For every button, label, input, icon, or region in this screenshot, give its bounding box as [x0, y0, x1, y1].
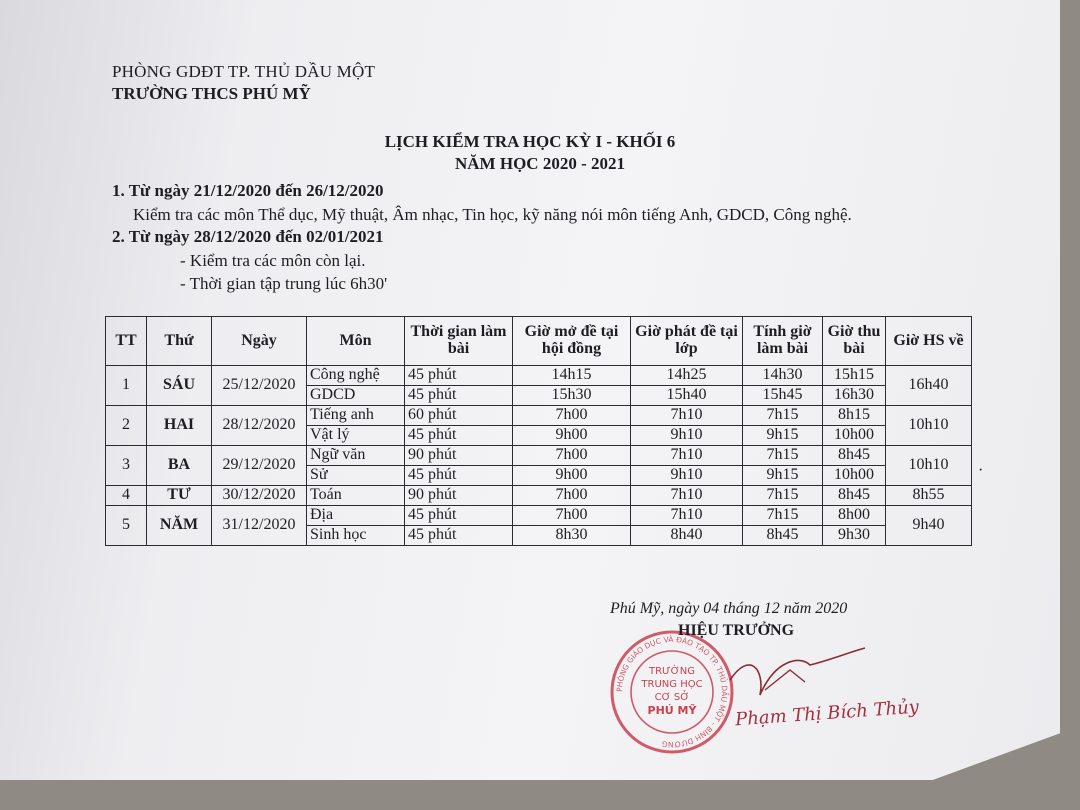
- signer-name: Phạm Thị Bích Thủy: [734, 696, 920, 731]
- cell-tinhgio: 14h30: [743, 366, 823, 386]
- school-name: TRƯỜNG THCS PHÚ MỸ: [112, 84, 311, 103]
- cell-giophat: 9h10: [631, 426, 743, 446]
- cell-giove: 8h55: [886, 486, 972, 506]
- cell-tinhgio: 7h15: [743, 486, 823, 506]
- section-2-item: - Thời gian tập trung lúc 6h30': [180, 274, 388, 293]
- cell-thu: NĂM: [147, 506, 212, 546]
- stray-mark: ·: [978, 462, 984, 479]
- stamp-line: CƠ SỞ: [654, 692, 690, 703]
- table-row: [106, 406, 972, 426]
- section-2-item: - Kiểm tra các môn còn lại.: [180, 251, 366, 270]
- cell-giomode: 14h15: [513, 366, 631, 386]
- cell-mon: Tiếng anh: [307, 406, 405, 426]
- cell-tinhgio: 8h45: [743, 526, 823, 546]
- principal-title: HIỆU TRƯỞNG: [678, 622, 795, 639]
- table-row: [106, 366, 972, 386]
- cell-giove: 16h40: [886, 366, 972, 406]
- cell-thoigian: 45 phút: [405, 466, 513, 486]
- cell-thoigian: 45 phút: [405, 506, 513, 526]
- cell-ngay: 28/12/2020: [212, 406, 307, 446]
- stamp-ring-text: PHÒNG GIÁO DỤC VÀ ĐÀO TẠO TP. THỦ DẦU MỘT - BÌNH DƯƠNG: [614, 634, 730, 750]
- cell-thu: HAI: [147, 406, 212, 446]
- cell-ngay: 29/12/2020: [212, 446, 307, 486]
- cell-giothu: 10h00: [823, 466, 886, 486]
- cell-tinhgio: 7h15: [743, 506, 823, 526]
- cell-thu: BA: [147, 446, 212, 486]
- cell-giove: 9h40: [886, 506, 972, 546]
- cell-giomode: 9h00: [513, 426, 631, 446]
- cell-giophat: 7h10: [631, 486, 743, 506]
- cell-mon: Ngữ văn: [307, 446, 405, 466]
- document-title: LỊCH KIỂM TRA HỌC KỲ I - KHỐI 6: [384, 132, 676, 151]
- cell-ngay: 30/12/2020: [212, 486, 307, 506]
- cell-giophat: 9h10: [631, 466, 743, 486]
- exam-schedule-table: [105, 316, 972, 546]
- table-row: [106, 506, 972, 526]
- place-date: Phú Mỹ, ngày 04 tháng 12 năm 2020: [610, 600, 848, 617]
- cell-thoigian: 45 phút: [405, 386, 513, 406]
- cell-thoigian: 45 phút: [405, 526, 513, 546]
- table-header-row: [106, 317, 972, 366]
- cell-ngay: 25/12/2020: [212, 366, 307, 406]
- cell-giove: 10h10: [886, 406, 972, 446]
- cell-thoigian: 45 phút: [405, 366, 513, 386]
- cell-tinhgio: 15h45: [743, 386, 823, 406]
- cell-mon: Vật lý: [307, 426, 405, 446]
- cell-tt: 2: [106, 406, 147, 446]
- col-header-giophat: Giờ phát đề tại lớp: [631, 317, 743, 366]
- cell-giomode: 7h00: [513, 446, 631, 466]
- cell-giove: 10h10: [886, 446, 972, 486]
- cell-giothu: 8h45: [823, 446, 886, 466]
- cell-mon: Công nghệ: [307, 366, 405, 386]
- cell-thoigian: 90 phút: [405, 486, 513, 506]
- cell-tinhgio: 7h15: [743, 406, 823, 426]
- col-header-tt: TT: [106, 317, 147, 366]
- cell-giophat: 14h25: [631, 366, 743, 386]
- cell-mon: Toán: [307, 486, 405, 506]
- cell-giomode: 7h00: [513, 406, 631, 426]
- col-header-ngay: Ngày: [212, 317, 307, 366]
- cell-thu: SÁU: [147, 366, 212, 406]
- cell-mon: Sinh học: [307, 526, 405, 546]
- cell-giomode: 8h30: [513, 526, 631, 546]
- col-header-thoigian: Thời gian làm bài: [405, 317, 513, 366]
- col-header-giothu: Giờ thu bài: [823, 317, 886, 366]
- cell-giothu: 8h15: [823, 406, 886, 426]
- section-1-heading: 1. Từ ngày 21/12/2020 đến 26/12/2020: [112, 181, 384, 200]
- cell-giothu: 8h45: [823, 486, 886, 506]
- cell-giothu: 10h00: [823, 426, 886, 446]
- cell-thoigian: 45 phút: [405, 426, 513, 446]
- school-year: NĂM HỌC 2020 - 2021: [455, 154, 625, 173]
- cell-giothu: 16h30: [823, 386, 886, 406]
- cell-tinhgio: 9h15: [743, 466, 823, 486]
- cell-giophat: 7h10: [631, 406, 743, 426]
- cell-thoigian: 60 phút: [405, 406, 513, 426]
- cell-giophat: 8h40: [631, 526, 743, 546]
- cell-thu: TƯ: [147, 486, 212, 506]
- stamp-line: TRUNG HỌC: [641, 679, 703, 690]
- cell-giophat: 7h10: [631, 506, 743, 526]
- cell-giomode: 9h00: [513, 466, 631, 486]
- cell-giomode: 7h00: [513, 506, 631, 526]
- cell-tt: 4: [106, 486, 147, 506]
- col-header-mon: Môn: [307, 317, 405, 366]
- table-row: [106, 486, 972, 506]
- cell-tt: 5: [106, 506, 147, 546]
- col-header-thu: Thứ: [147, 317, 212, 366]
- section-2-heading: 2. Từ ngày 28/12/2020 đến 02/01/2021: [112, 227, 384, 246]
- cell-giothu: 8h00: [823, 506, 886, 526]
- cell-giothu: 9h30: [823, 526, 886, 546]
- section-1-detail: Kiểm tra các môn Thể dục, Mỹ thuật, Âm nhạc, Tin học, kỹ năng nói môn tiếng Anh, GDCD, Công nghệ.: [133, 205, 852, 224]
- cell-tinhgio: 9h15: [743, 426, 823, 446]
- cell-ngay: 31/12/2020: [212, 506, 307, 546]
- cell-giomode: 7h00: [513, 486, 631, 506]
- cell-giothu: 15h15: [823, 366, 886, 386]
- table-row: [106, 446, 972, 466]
- cell-thoigian: 90 phút: [405, 446, 513, 466]
- cell-tt: 3: [106, 446, 147, 486]
- cell-mon: GDCD: [307, 386, 405, 406]
- cell-mon: Địa: [307, 506, 405, 526]
- school-stamp: [608, 628, 736, 756]
- cell-tt: 1: [106, 366, 147, 406]
- col-header-giomode: Giờ mở đề tại hội đồng: [513, 317, 631, 366]
- cell-giophat: 7h10: [631, 446, 743, 466]
- department-name: PHÒNG GDĐT TP. THỦ DẦU MỘT: [112, 62, 376, 81]
- cell-mon: Sử: [307, 466, 405, 486]
- cell-giomode: 15h30: [513, 386, 631, 406]
- stamp-line: TRƯỜNG: [649, 666, 695, 677]
- cell-tinhgio: 7h15: [743, 446, 823, 466]
- stamp-line: PHÚ MỸ: [647, 704, 697, 717]
- col-header-giove: Giờ HS về: [886, 317, 972, 366]
- col-header-tinhgio: Tính giờ làm bài: [743, 317, 823, 366]
- cell-giophat: 15h40: [631, 386, 743, 406]
